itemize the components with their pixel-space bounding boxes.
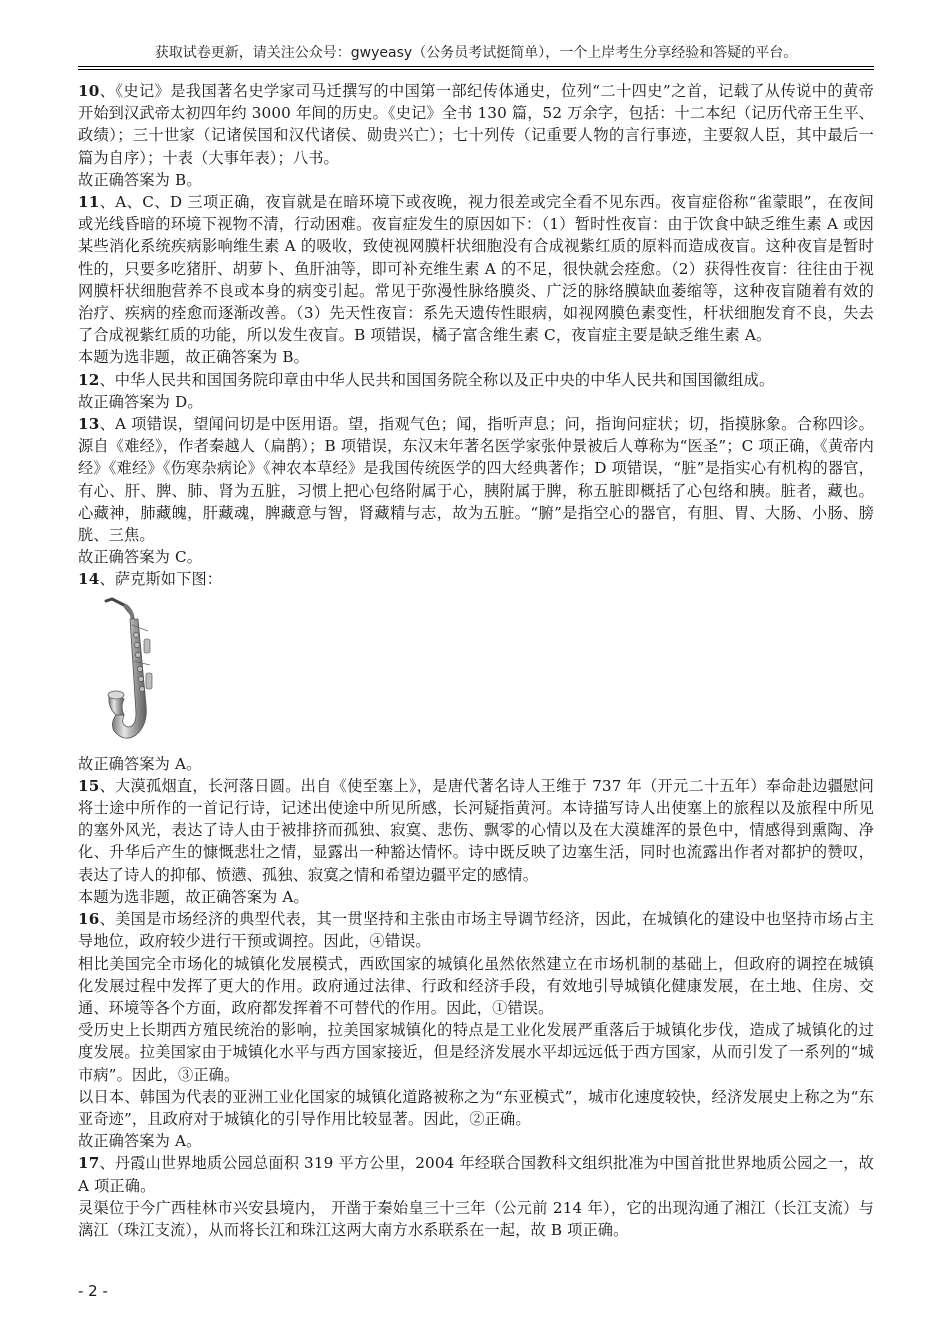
q17-explanation (78, 1152, 874, 1196)
q16-explanation (78, 908, 874, 952)
q15-explanation (78, 775, 874, 886)
q11-answer: 本题为选非题，故正确答案为 B。 (78, 348, 310, 367)
q16-paragraph-2: 相比美国完全市场化的城镇化发展模式，西欧国家的城镇化虽然依然建立在市场机制的基础上，但政府的调控在城镇化发展过程中发挥了更大的作用。政府通过法律、行政和经济手段，有效地引导城镇化健康发展，在土地、住房、交通、环境等各个方面，政府都发挥着不可替代的作用。因此，①错误。 (78, 954, 874, 1017)
q14-number: 14 (78, 570, 100, 589)
q11-explanation (78, 191, 874, 346)
q16-answer: 故正确答案为 A。 (78, 1132, 202, 1151)
q16-paragraph-3: 受历史上长期西方殖民统治的影响，拉美国家城镇化的特点是工业化发展严重落后于城镇化步伐，造成了城镇化的过度发展。拉美国家由于城镇化水平与西方国家接近，但是经济发展水平却远远低于西方国家，从而引发了一系列的“城市病”。因此，③正确。 (78, 1021, 874, 1084)
q12-answer: 故正确答案为 D。 (78, 392, 203, 411)
q11-text: 、A、C、D 三项正确，夜盲就是在暗环境下或夜晚，视力很差或完全看不见东西。夜盲症俗称“雀蒙眼”，在夜间或光线昏暗的环境下视物不清，行动困难。夜盲症发生的原因如下：（1）暂时性夜盲：由于饮食中缺乏维生素 A 或因某些消化系统疾病影响维生素 A 的吸收，致使视网膜杆状细胞没有合成视紫红质的原料而造成夜盲。这种夜盲是暂时性的，只要多吃猪肝、胡萝卜、鱼肝油等，即可补充维生素 A 的不足，很快就会痊愈。（2）获得性夜盲：往往由于视网膜杆状细胞营养不良或本身的病变引起。常见于弥漫性脉络膜炎、广泛的脉络膜缺血萎缩等，这种夜盲随着有效的治疗、疾病的痊愈而逐渐改善。（3）先天性夜盲：系先天遗传性眼病，如视网膜色素变性，杆状细胞发育不良，失去了合成视紫红质的功能，所以发生夜盲。B 项错误，橘子富含维生素 C，夜盲症主要是缺乏维生素 A。 (78, 193, 874, 345)
q16-text: 、美国是市场经济的典型代表，其一贯坚持和主张由市场主导调节经济，因此，在城镇化的建设中也坚持市场占主导地位，政府较少进行干预或调控。因此，④错误。 (78, 910, 874, 951)
q14-answer: 故正确答案为 A。 (78, 754, 202, 773)
q13-explanation (78, 413, 874, 546)
q10-answer: 故正确答案为 B。 (78, 170, 202, 189)
q15-number: 15 (78, 776, 100, 795)
saxophone-image (102, 595, 164, 749)
q15-answer: 本题为选非题，故正确答案为 A。 (78, 887, 309, 906)
q16-number: 16 (78, 910, 100, 929)
q10-explanation (78, 80, 874, 169)
q13-answer: 故正确答案为 C。 (78, 548, 203, 567)
header-divider-thin (78, 69, 874, 70)
q10-number: 10 (78, 82, 100, 100)
header-divider (78, 66, 874, 67)
q10-text: 、《史记》是我国著名史学家司马迁撰写的中国第一部纪传体通史，位列“二十四史”之首，记载了从传说中的黄帝开始到汉武帝太初四年约 3000 年间的历史。《史记》全书 130 篇，52 万余字，包括：十二本纪（记历代帝王生平、政绩）；三十世家（记诸侯国和汉代诸侯、勋贵兴亡）；七十列传（记重要人物的言行事迹，主要叙人臣，其中最后一篇为自序）；十表（大事年表）；八书。 (78, 82, 874, 167)
q14-text: 、萨克斯如下图： (99, 570, 223, 589)
q13-number: 13 (78, 415, 100, 434)
q17-text: 、丹霞山世界地质公园总面积 319 平方公里，2004 年经联合国教科文组织批准为中国首批世界地质公园之一，故 A 项正确。 (78, 1154, 874, 1195)
q12-explanation (78, 369, 874, 391)
q11-number: 11 (78, 193, 100, 212)
q16-paragraph-4: 以日本、韩国为代表的亚洲工业化国家的城镇化道路被称之为“东亚模式”，城市化速度较快，经济发展史上称之为“东亚奇迹”，且政府对于城镇化的引导作用比较显著。因此，②正确。 (78, 1087, 874, 1128)
page-number: - 2 - (78, 1282, 108, 1300)
q15-text: 、大漠孤烟直，长河落日圆。出自《使至塞上》，是唐代著名诗人王维于 737 年（开元二十五年）奉命赴边疆慰问将士途中所作的一首记行诗，记述出使途中所见所感，长河疑指黄河。本诗描写诗人出使塞上的旅程以及旅程中所见的塞外风光，表达了诗人由于被排挤而孤独、寂寞、悲伤、飘零的心情以及在大漠雄浑的景色中，情感得到熏陶、净化、升华后产生的慷慨悲壮之情，显露出一种豁达情怀。诗中既反映了边塞生活，同时也流露出作者对都护的赞叹，表达了诗人的抑郁、愤懑、孤独、寂寞之情和希望边疆平定的感情。 (78, 776, 874, 884)
q13-text: 、A 项错误，望闻问切是中医用语。望，指观气色；闻，指听声息；问，指询问症状；切，指摸脉象。合称四诊。源自《难经》，作者秦越人（扁鹊）；B 项错误，东汉末年著名医学家张仲景被后人尊称为“医圣”；C 项正确，《黄帝内经》《难经》《伤寒杂病论》《神农本草经》是我国传统医学的四大经典著作；D 项错误，“脏”是指实心有机构的器官，有心、肝、脾、肺、肾为五脏，习惯上把心包络附属于心，胰附属于脾，称五脏即概括了心包络和胰。脏者，藏也。心藏神，肺藏魄，肝藏魂，脾藏意与智，肾藏精与志，故为五脏。“腑”是指空心的器官，有胆、胃、大肠、小肠、膀胱、三焦。 (78, 415, 874, 545)
page-header-notice: 获取试卷更新，请关注公众号：gwyeasy（公务员考试挺简单），一个上岸考生分享经验和答疑的平台。 (154, 45, 798, 61)
q17-paragraph-2: 灵渠位于今广西桂林市兴安县境内， 开凿于秦始皇三十三年（公元前 214 年），它的出现沟通了湘江（长江支流）与漓江（珠江支流），从而将长江和珠江这两大南方水系联系在一起，故 B 项正确。 (78, 1198, 874, 1239)
q14-explanation (78, 568, 874, 590)
q17-number: 17 (78, 1154, 100, 1173)
q12-number: 12 (78, 370, 100, 389)
saxophone-figure (78, 591, 874, 753)
answer-explanations (78, 80, 874, 1241)
q12-text: 、中华人民共和国国务院印章由中华人民共和国国务院全称以及正中央的中华人民共和国国徽组成。 (99, 370, 775, 389)
